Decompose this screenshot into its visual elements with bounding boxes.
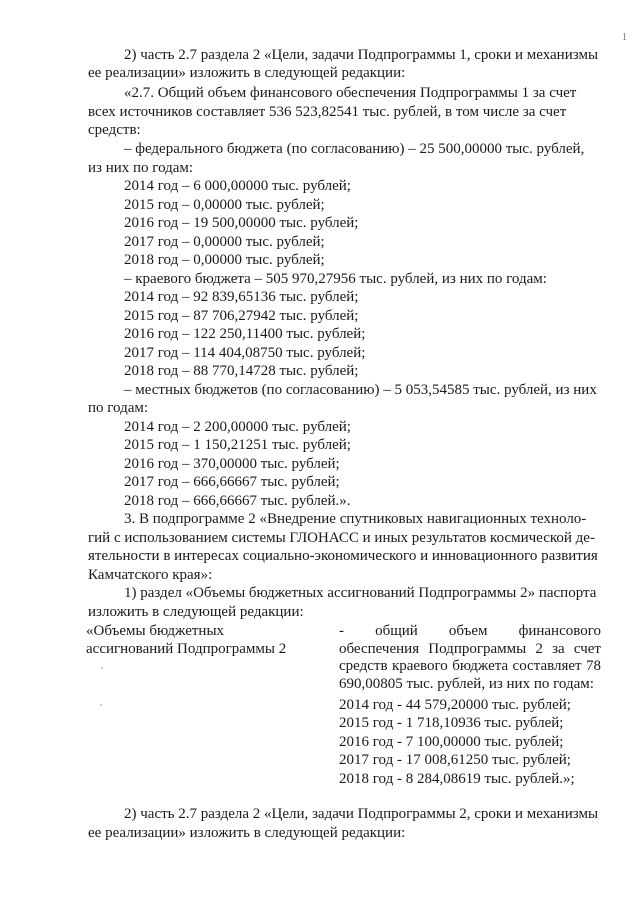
text-line: – краевого бюджета – 505 970,27956 тыс. рублей, из них по годам: xyxy=(124,271,547,287)
text-line: 2) часть 2.7 раздела 2 «Цели, задачи Подпрограммы 2, сроки и механизмы xyxy=(124,806,599,822)
text-line: 2014 год – 92 839,65136 тыс. рублей; xyxy=(124,289,359,305)
text-line: 2014 год - 44 579,20000 тыс. рублей; xyxy=(339,697,571,713)
text-line: 2015 год – 0,00000 тыс. рублей; xyxy=(124,197,325,213)
text-line: 2014 год – 2 200,00000 тыс. рублей; xyxy=(124,419,351,435)
text-line: 2018 год - 8 284,08619 тыс. рублей.»; xyxy=(339,771,575,787)
text-line: – федерального бюджета (по согласованию) – 25 500,00000 тыс. рублей, xyxy=(124,141,585,157)
text-line: всех источников составляет 536 523,82541 тыс. рублей, в том числе за счет xyxy=(88,104,567,120)
text-line: «2.7. Общий объем финансового обеспечения Подпрограммы 1 за счет xyxy=(124,85,577,101)
text-line: гий с использованием системы ГЛОНАСС и иных результатов космической де- xyxy=(88,530,595,546)
text-line: 2018 год – 666,66667 тыс. рублей.». xyxy=(124,493,351,509)
text-line: изложить в следующей редакции: xyxy=(88,604,304,620)
scan-speck xyxy=(101,667,103,669)
text-line: по годам: xyxy=(88,400,149,416)
table-left-label: ассигнований Подпрограммы 2 xyxy=(86,641,287,657)
text-line: 3. В подпрограмме 2 «Внедрение спутниковых навигационных техноло- xyxy=(124,511,587,527)
text-line: 2015 год – 1 150,21251 тыс. рублей; xyxy=(124,437,351,453)
text-line: 2015 год – 87 706,27942 тыс. рублей; xyxy=(124,308,359,324)
text-line: Камчатского края»: xyxy=(88,567,213,583)
text-line: 1) раздел «Объемы бюджетных ассигнований Подпрограммы 2» паспорта xyxy=(124,585,597,601)
text-line: 2016 год - 7 100,00000 тыс. рублей; xyxy=(339,734,564,750)
text-line: 2) часть 2.7 раздела 2 «Цели, задачи Подпрограммы 1, сроки и механизмы xyxy=(124,47,599,63)
text-line: 2016 год – 370,00000 тыс. рублей; xyxy=(124,456,340,472)
text-line: 2017 год – 0,00000 тыс. рублей; xyxy=(124,234,325,250)
text-line: 2015 год - 1 718,10936 тыс. рублей; xyxy=(339,715,564,731)
text-line: 2016 год – 19 500,00000 тыс. рублей; xyxy=(124,215,359,231)
text-line: 2018 год – 88 770,14728 тыс. рублей; xyxy=(124,363,359,379)
text-line: из них по годам: xyxy=(88,160,194,176)
text-line: ее реализации» изложить в следующей редакции: xyxy=(88,65,406,81)
text-line: ятельности в интересах социально-экономического и инновационного развития xyxy=(88,548,598,564)
text-line: 2017 год - 17 008,61250 тыс. рублей; xyxy=(339,752,571,768)
text-line: 2017 год – 666,66667 тыс. рублей; xyxy=(124,474,340,490)
text-line: 2014 год – 6 000,00000 тыс. рублей; xyxy=(124,178,351,194)
text-line: ее реализации» изложить в следующей редакции: xyxy=(88,825,406,841)
text-line: 2017 год – 114 404,08750 тыс. рублей; xyxy=(124,345,366,361)
table-left-label: «Объемы бюджетных xyxy=(86,623,225,639)
text-line: – местных бюджетов (по согласованию) – 5 053,54585 тыс. рублей, из них xyxy=(124,382,597,398)
text-line: 2016 год – 122 250,11400 тыс. рублей; xyxy=(124,326,366,342)
scan-speck xyxy=(100,704,102,706)
page-corner-mark: 1 xyxy=(622,32,627,43)
text-line: средств: xyxy=(88,122,141,138)
text-line: 2018 год – 0,00000 тыс. рублей; xyxy=(124,252,325,268)
table-right-paragraph: - общий объем финансового обеспечения Подпрограммы 2 за счет средств краевого бюджета составляет 78 690,00805 тыс. рублей, из них по годам: xyxy=(339,623,601,692)
